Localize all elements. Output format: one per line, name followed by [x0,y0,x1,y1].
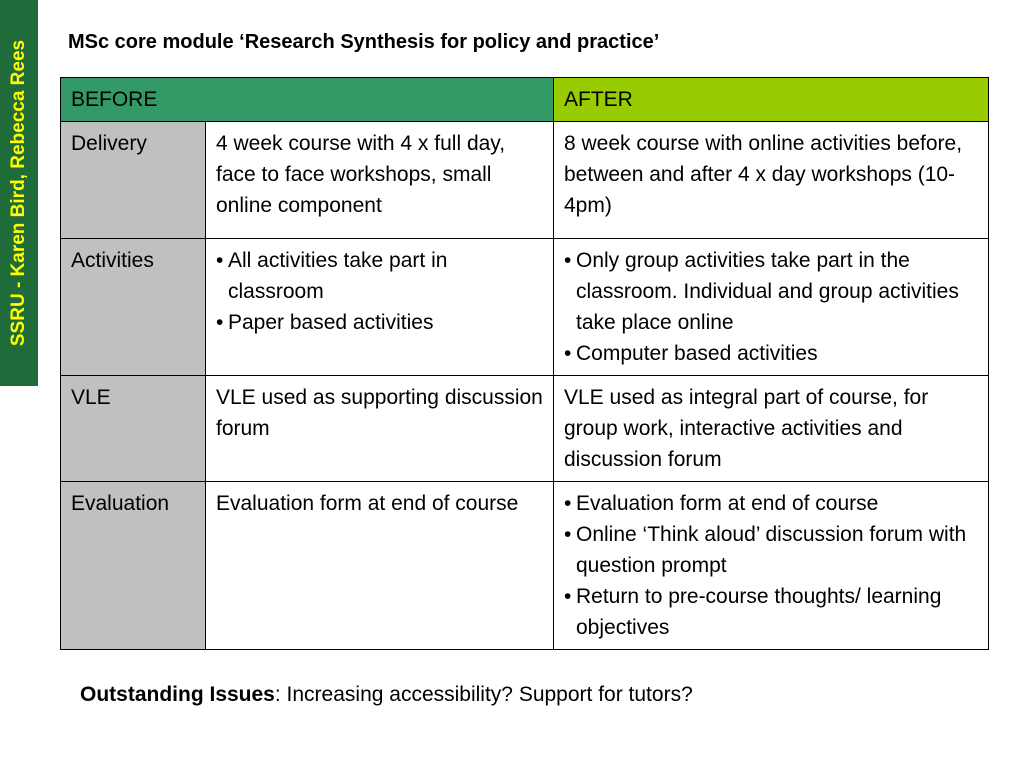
bullet-item [564,338,978,369]
row-label: Delivery [61,122,206,239]
table-row [61,482,989,650]
bullet-item [564,245,978,338]
before-cell: 4 week course with 4 x full day, face to face workshops, small online component [206,122,554,239]
bullet-item [564,488,978,519]
after-cell [554,239,989,376]
page-title: MSc core module ‘Research Synthesis for policy and practice’ [68,31,660,53]
table-row [61,376,989,482]
issues-text: : Increasing accessibility? Support for tutors? [274,683,693,706]
table-header-row [61,78,989,122]
bullet-glyph: • [564,249,572,272]
after-cell [554,482,989,650]
before-cell: Evaluation form at end of course [206,482,554,650]
bullet-item [564,581,978,643]
outstanding-issues [80,683,693,707]
bullet-glyph: • [564,585,572,608]
bullet-text: Online ‘Think aloud’ discussion forum with question prompt [576,523,967,577]
issues-label: Outstanding Issues [80,683,275,706]
bullet-glyph: • [564,492,572,515]
row-label: VLE [61,376,206,482]
before-cell: VLE used as supporting discussion forum [206,376,554,482]
before-cell [206,239,554,376]
bullet-text: Evaluation form at end of course [576,492,879,515]
bullet-item [564,519,978,581]
bullet-glyph: • [564,523,572,546]
bullet-text: All activities take part in classroom [228,249,448,303]
bullet-text: Return to pre-course thoughts/ learning objectives [576,585,942,639]
after-cell: VLE used as integral part of course, for group work, interactive activities and discussion forum [554,376,989,482]
row-label: Activities [61,239,206,376]
bullet-text: Paper based activities [228,311,434,334]
bullet-item [216,307,543,338]
side-banner-label: SSRU - Karen Bird, Rebecca Rees [8,39,29,347]
bullet-text: Computer based activities [576,342,818,365]
bullet-glyph: • [216,249,224,272]
bullet-text: Only group activities take part in the classroom. Individual and group activities take place online [576,249,959,334]
comparison-table [60,77,989,650]
bullet-item [216,245,543,307]
table-row [61,239,989,376]
header-before: BEFORE [61,78,554,122]
bullet-glyph: • [216,311,224,334]
header-after: AFTER [554,78,989,122]
table-row [61,122,989,239]
after-cell: 8 week course with online activities before, between and after 4 x day workshops (10-4pm) [554,122,989,239]
row-label: Evaluation [61,482,206,650]
bullet-glyph: • [564,342,572,365]
